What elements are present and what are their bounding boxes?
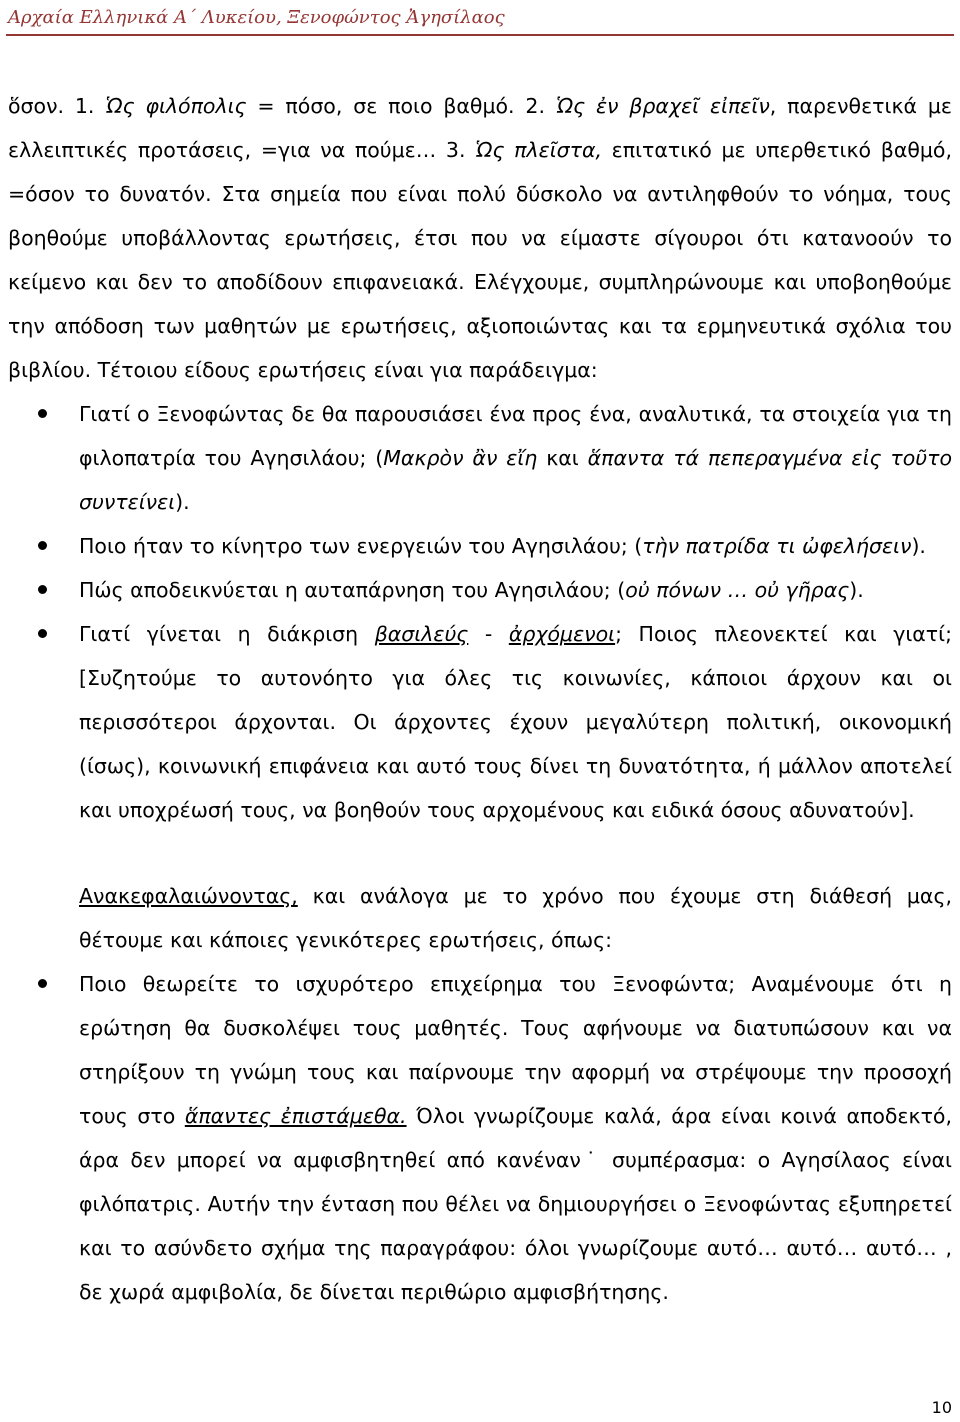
list-item <box>8 612 952 832</box>
text-span: = πόσο, σε ποιο βαθμό. 2. <box>246 94 556 118</box>
text-span: και ανάλογα με το χρόνο που έχουμε στη διάθεσή μας, θέτουμε και κάποιες γενικότερες ερωτήσεις, όπως: <box>79 884 952 952</box>
list-item <box>8 524 952 568</box>
greek-phrase: Μακρὸν ἂν εἴη <box>383 446 538 470</box>
page-number: 10 <box>931 1398 952 1417</box>
text-span: Ποιο ήταν το κίνητρο των ενεργειών του Αγησιλάου; ( <box>79 534 643 558</box>
general-question-list <box>8 962 952 1314</box>
summary-heading: Ανακεφαλαιώνοντας, <box>79 884 298 908</box>
greek-phrase: ἅπαντες ἐπιστάμεθα. <box>184 1104 407 1128</box>
page-header: Αρχαία Ελληνικά Α΄ Λυκείου, Ξενοφώντος Ἀγησίλαος <box>8 7 505 28</box>
text-span: - <box>468 622 509 646</box>
text-span: και <box>537 446 588 470</box>
list-item <box>8 392 952 524</box>
text-span: ; Ποιος πλεονεκτεί και γιατί; [Συζητούμε το αυτονόητο για όλες τις κοινωνίες, κάποιοι άρχουν και οι περισσότεροι άρχονται. Οι άρχοντες έχουν μεγαλύτερη πολιτική, οικονομική (ίσως), κοινωνική επιφάνεια και αυτό τους δίνει τη δυνατότητα, ή μάλλον αποτελεί και υποχρέωσή τους, να βοηθούν τους αρχομένους και ειδικά όσους αδυνατούν]. <box>79 622 952 822</box>
text-span: Γιατί γίνεται η διάκριση <box>79 622 375 646</box>
bullet-icon <box>38 629 47 638</box>
spacer <box>8 832 952 874</box>
question-list <box>8 392 952 832</box>
text-span: Γιατί ο Ξενοφώντας δε θα παρουσιάσει ένα προς ένα, αναλυτικά, τα στοιχεία για τη φιλοπατρία του Αγησιλάου; ( <box>79 402 952 470</box>
text-span: Πώς αποδεικνύεται η αυταπάρνηση του Αγησιλάου; ( <box>79 578 626 602</box>
greek-phrase: βασιλεύς <box>374 622 469 646</box>
text-span: Ποιο θεωρείτε το ισχυρότερο επιχείρημα του Ξενοφώντα; Αναμένουμε ότι η ερώτηση θα δυσκολέψει τους μαθητές. Τους αφήνουμε να διατυπώσουν και να στηρίξουν τη γνώμη τους και παίρνουμε την αφορμή να στρέψουμε την προσοχή τους στο <box>79 972 952 1128</box>
intro-paragraph <box>8 84 952 392</box>
greek-phrase: ἀρχόμενοι <box>508 622 616 646</box>
greek-phrase: Ὡς ἐν βραχεῖ εἰπεῖν <box>555 94 770 118</box>
greek-phrase: τὴν πατρίδα τι ὠφελήσειν <box>642 534 912 558</box>
text-span: ). <box>175 490 190 514</box>
header-divider <box>6 34 954 36</box>
text-span: ). <box>911 534 926 558</box>
list-item <box>8 568 952 612</box>
document-body <box>8 84 952 1314</box>
greek-phrase: οὐ πόνων … οὐ γῆρας <box>625 578 850 602</box>
list-item <box>8 962 952 1314</box>
bullet-icon <box>38 409 47 418</box>
greek-phrase: Ὡς φιλόπολις <box>105 94 247 118</box>
text-span: ὅσον. 1. <box>8 94 106 118</box>
bullet-icon <box>38 585 47 594</box>
text-span: , παρενθετικά με ελλειπτικές προτάσεις, =για να πούμε… 3. <box>8 94 952 162</box>
text-span: επιτατικό με υπερθετικό βαθμό, =όσον το δυνατόν. Στα σημεία που είναι πολύ δύσκολο να αντιληφθούν το νόημα, τους βοηθούμε υποβάλλοντας ερωτήσεις, έτσι που να είμαστε σίγουροι ότι κατανοούν το κείμενο και δεν το αποδίδουν επιφανειακά. Ελέγχουμε, συμπληρώνουμε και υποβοηθούμε την απόδοση των μαθητών με ερωτήσεις, αξιοποιώντας και τα ερμηνευτικά σχόλια του βιβλίου. Τέτοιου είδους ερωτήσεις είναι για παράδειγμα: <box>8 138 952 382</box>
summary-paragraph <box>8 874 952 962</box>
greek-phrase: ἅπαντα τά πεπεραγμένα εἰς τοῦτο συντείνει <box>79 446 952 514</box>
greek-phrase: Ὡς πλεῖστα, <box>475 138 602 162</box>
text-span: ). <box>849 578 864 602</box>
bullet-icon <box>38 541 47 550</box>
bullet-icon <box>38 979 47 988</box>
text-span: Όλοι γνωρίζουμε καλά, άρα είναι κοινά αποδεκτό, άρα δεν μπορεί να αμφισβητηθεί από κανέναν˙ συμπέρασμα: ο Αγησίλαος είναι φιλόπατρις. Αυτήν την ένταση που θέλει να δημιουργήσει ο Ξενοφώντας εξυπηρετεί και το ασύνδετο σχήμα της παραγράφου: όλοι γνωρίζουμε αυτό… αυτό… αυτό… , δε χωρά αμφιβολία, δε δίνεται περιθώριο αμφισβήτησης. <box>79 1104 952 1304</box>
